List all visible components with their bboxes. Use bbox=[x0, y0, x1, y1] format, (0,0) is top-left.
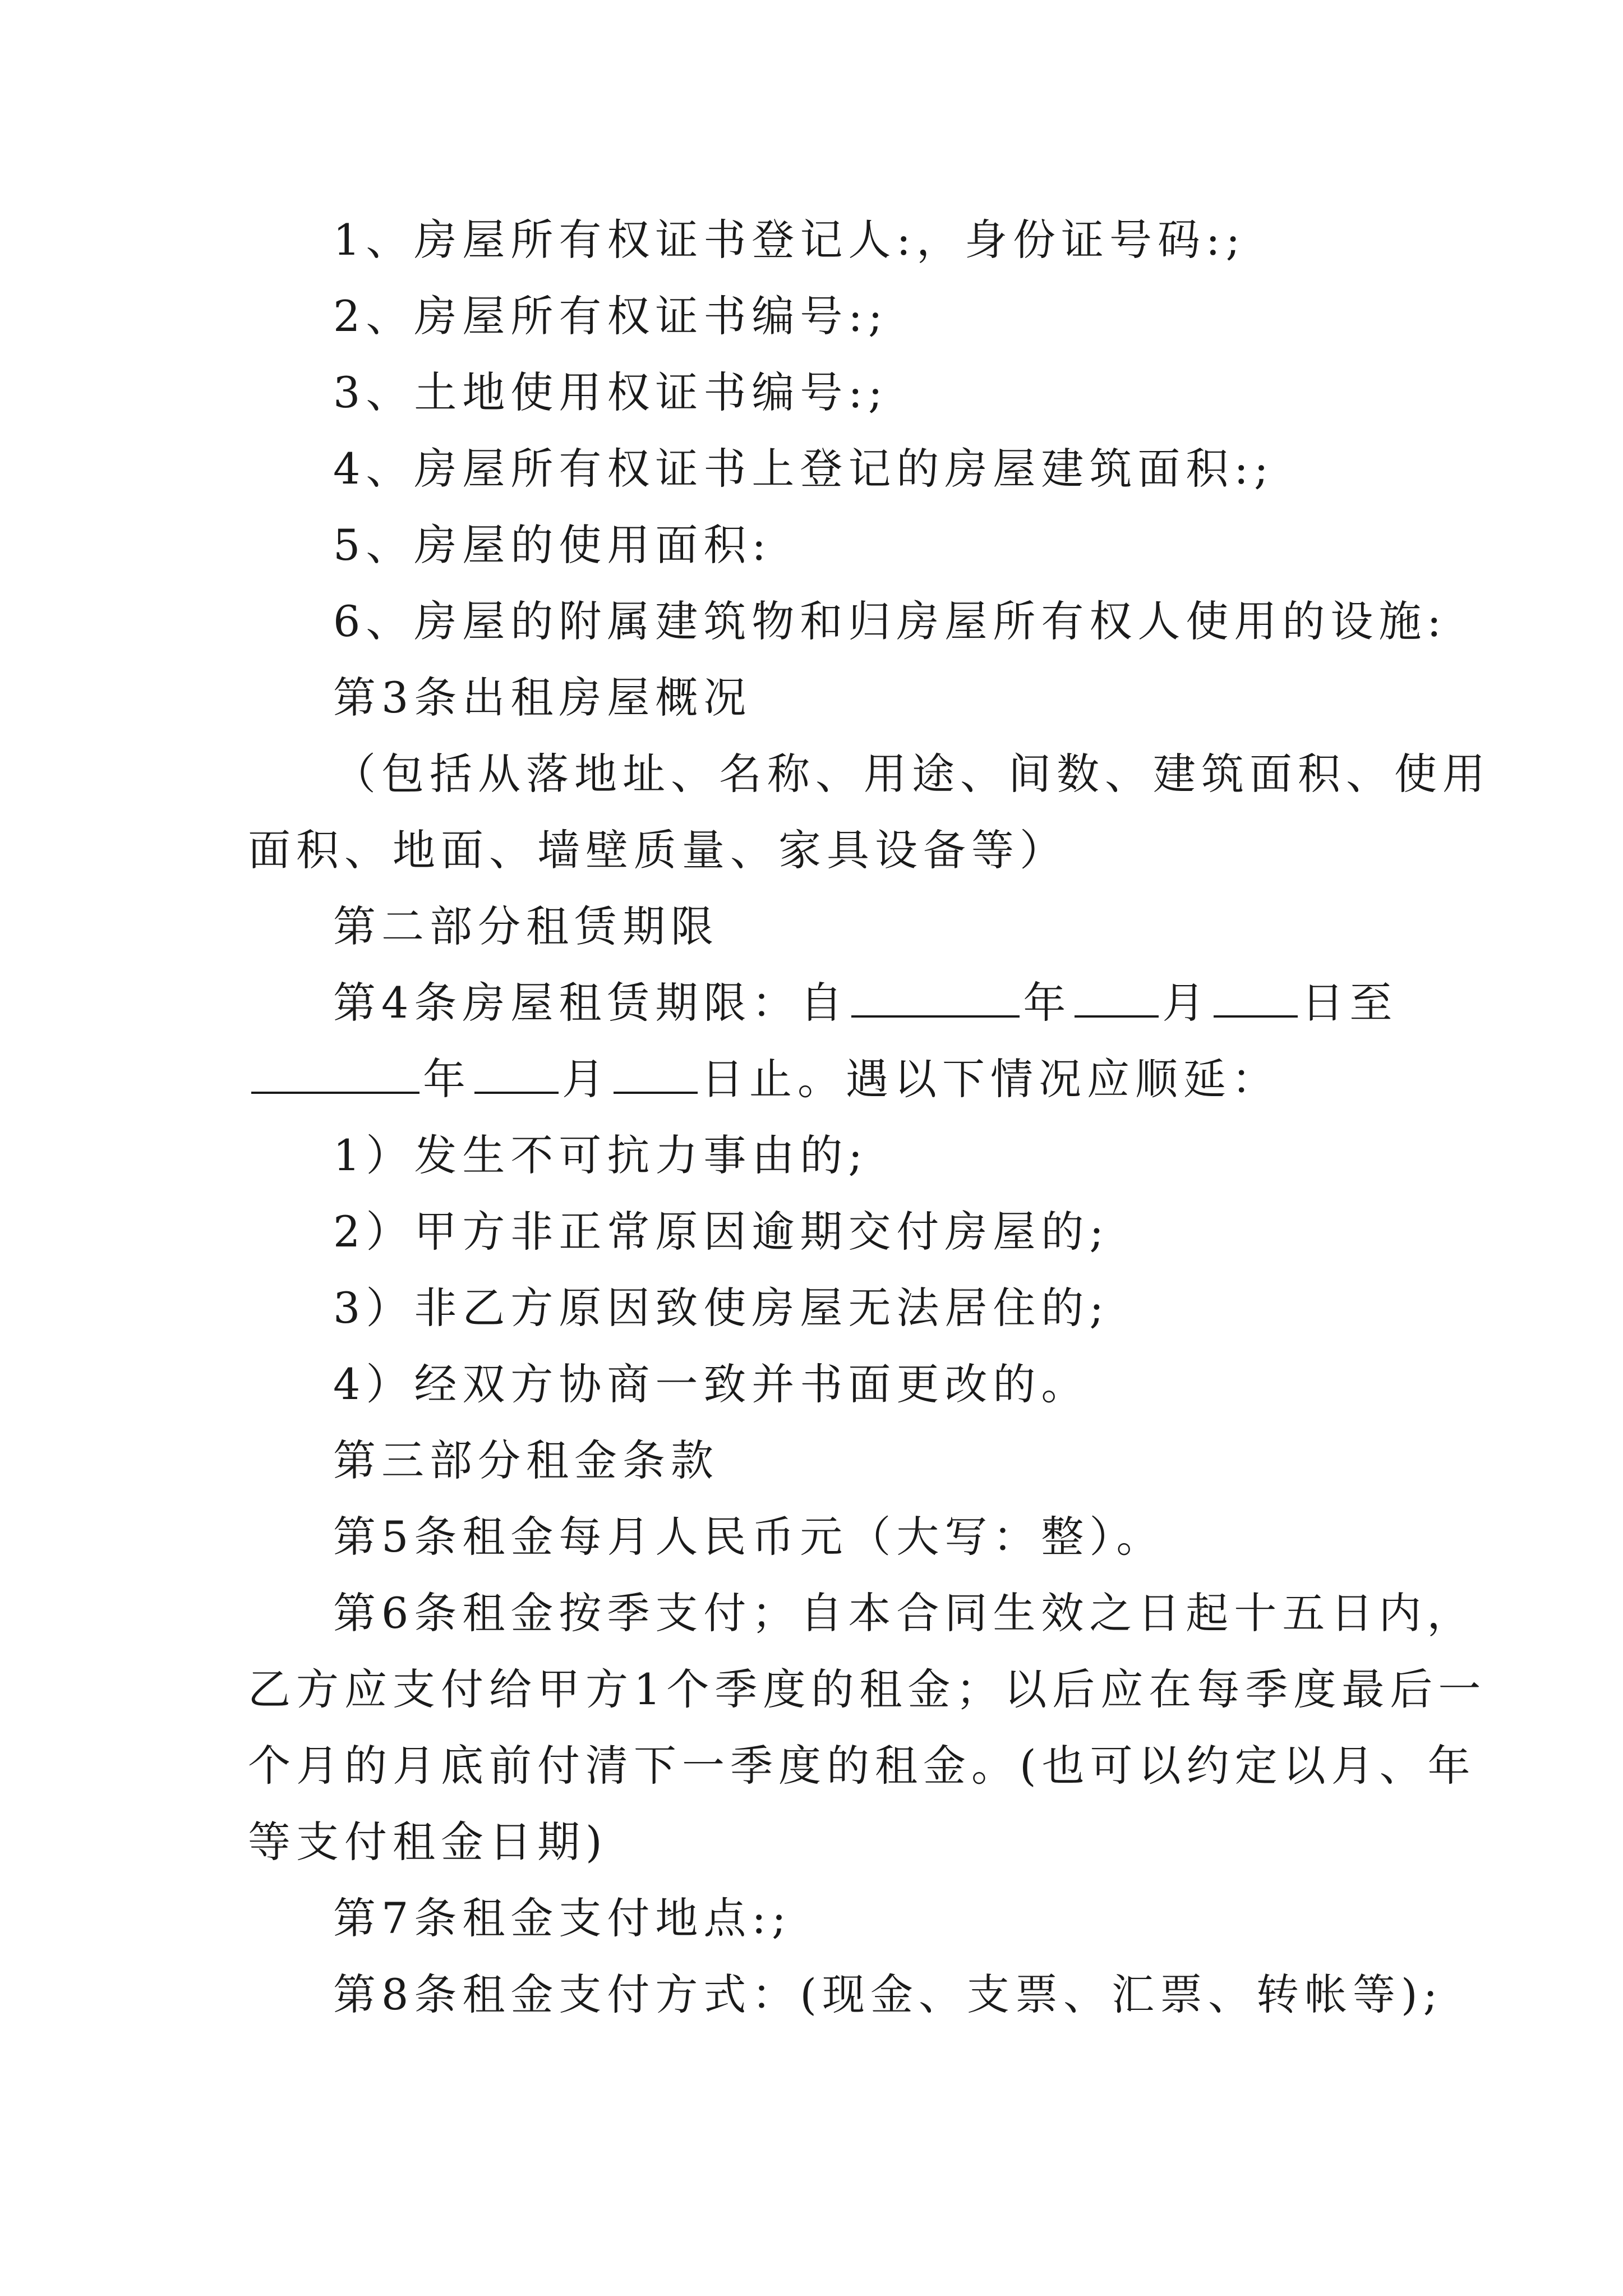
clause-3-line-1: （包括从落地址、名称、用途、间数、建筑面积、使用 bbox=[333, 749, 1491, 799]
end-day-label: 日止。遇以下情况应顺延： bbox=[701, 1054, 1280, 1104]
start-month-label: 月 bbox=[1162, 978, 1211, 1028]
end-year-blank bbox=[251, 1055, 419, 1094]
end-month-label: 月 bbox=[562, 1054, 610, 1104]
condition-1: 1）发生不可抗力事由的; bbox=[333, 1130, 868, 1180]
part-3-title: 第三部分租金条款 bbox=[333, 1435, 719, 1485]
start-day-label: 日至 bbox=[1301, 978, 1398, 1028]
clause-3-line-2: 面积、地面、墙壁质量、家具设备等） bbox=[248, 825, 1068, 875]
item-5: 5、房屋的使用面积: bbox=[333, 520, 772, 570]
clause-3-title: 第3条出租房屋概况 bbox=[333, 673, 752, 723]
item-4: 4、房屋所有权证书上登记的房屋建筑面积:; bbox=[333, 444, 1274, 494]
end-month-blank bbox=[474, 1055, 559, 1094]
end-year-label: 年 bbox=[423, 1054, 471, 1104]
condition-4: 4）经双方协商一致并书面更改的。 bbox=[333, 1359, 1090, 1409]
clause-6-line-1: 第6条租金按季支付；自本合同生效之日起十五日内， bbox=[333, 1588, 1476, 1638]
end-day-blank bbox=[614, 1055, 698, 1094]
part-2-title: 第二部分租赁期限 bbox=[333, 901, 719, 951]
clause-4-line-2 bbox=[248, 1041, 1395, 1117]
item-1: 1、房屋所有权证书登记人:，身份证号码:; bbox=[333, 215, 1246, 265]
start-day-blank bbox=[1214, 978, 1298, 1018]
start-month-blank bbox=[1075, 978, 1159, 1018]
condition-2: 2）甲方非正常原因逾期交付房屋的; bbox=[333, 1207, 1109, 1257]
document-body bbox=[248, 202, 1491, 2033]
start-year-blank bbox=[851, 978, 1020, 1018]
item-6: 6、房屋的附属建筑物和归房屋所有权人使用的设施: bbox=[333, 596, 1447, 646]
clause-6-line-2: 乙方应支付给甲方1个季度的租金；以后应在每季度最后一 bbox=[248, 1664, 1487, 1714]
clause-6-line-4: 等支付租金日期) bbox=[248, 1817, 608, 1867]
start-year-label: 年 bbox=[1023, 978, 1072, 1028]
item-3: 3、土地使用权证书编号:; bbox=[333, 367, 888, 417]
clause-4-line-1 bbox=[248, 965, 1398, 1041]
clause-5: 第5条租金每月人民币元（大写：整）。 bbox=[333, 1512, 1165, 1562]
clause-7: 第7条租金支付地点:; bbox=[333, 1893, 792, 1943]
item-2: 2、房屋所有权证书编号:; bbox=[333, 291, 888, 341]
condition-3: 3）非乙方原因致使房屋无法居住的; bbox=[333, 1283, 1109, 1333]
clause-6-line-3: 个月的月底前付清下一季度的租金。(也可以约定以月、年 bbox=[248, 1741, 1476, 1791]
clause-4-prefix: 第4条房屋租赁期限：自 bbox=[333, 978, 849, 1028]
clause-8: 第8条租金支付方式：(现金、支票、汇票、转帐等); bbox=[333, 1970, 1444, 2019]
